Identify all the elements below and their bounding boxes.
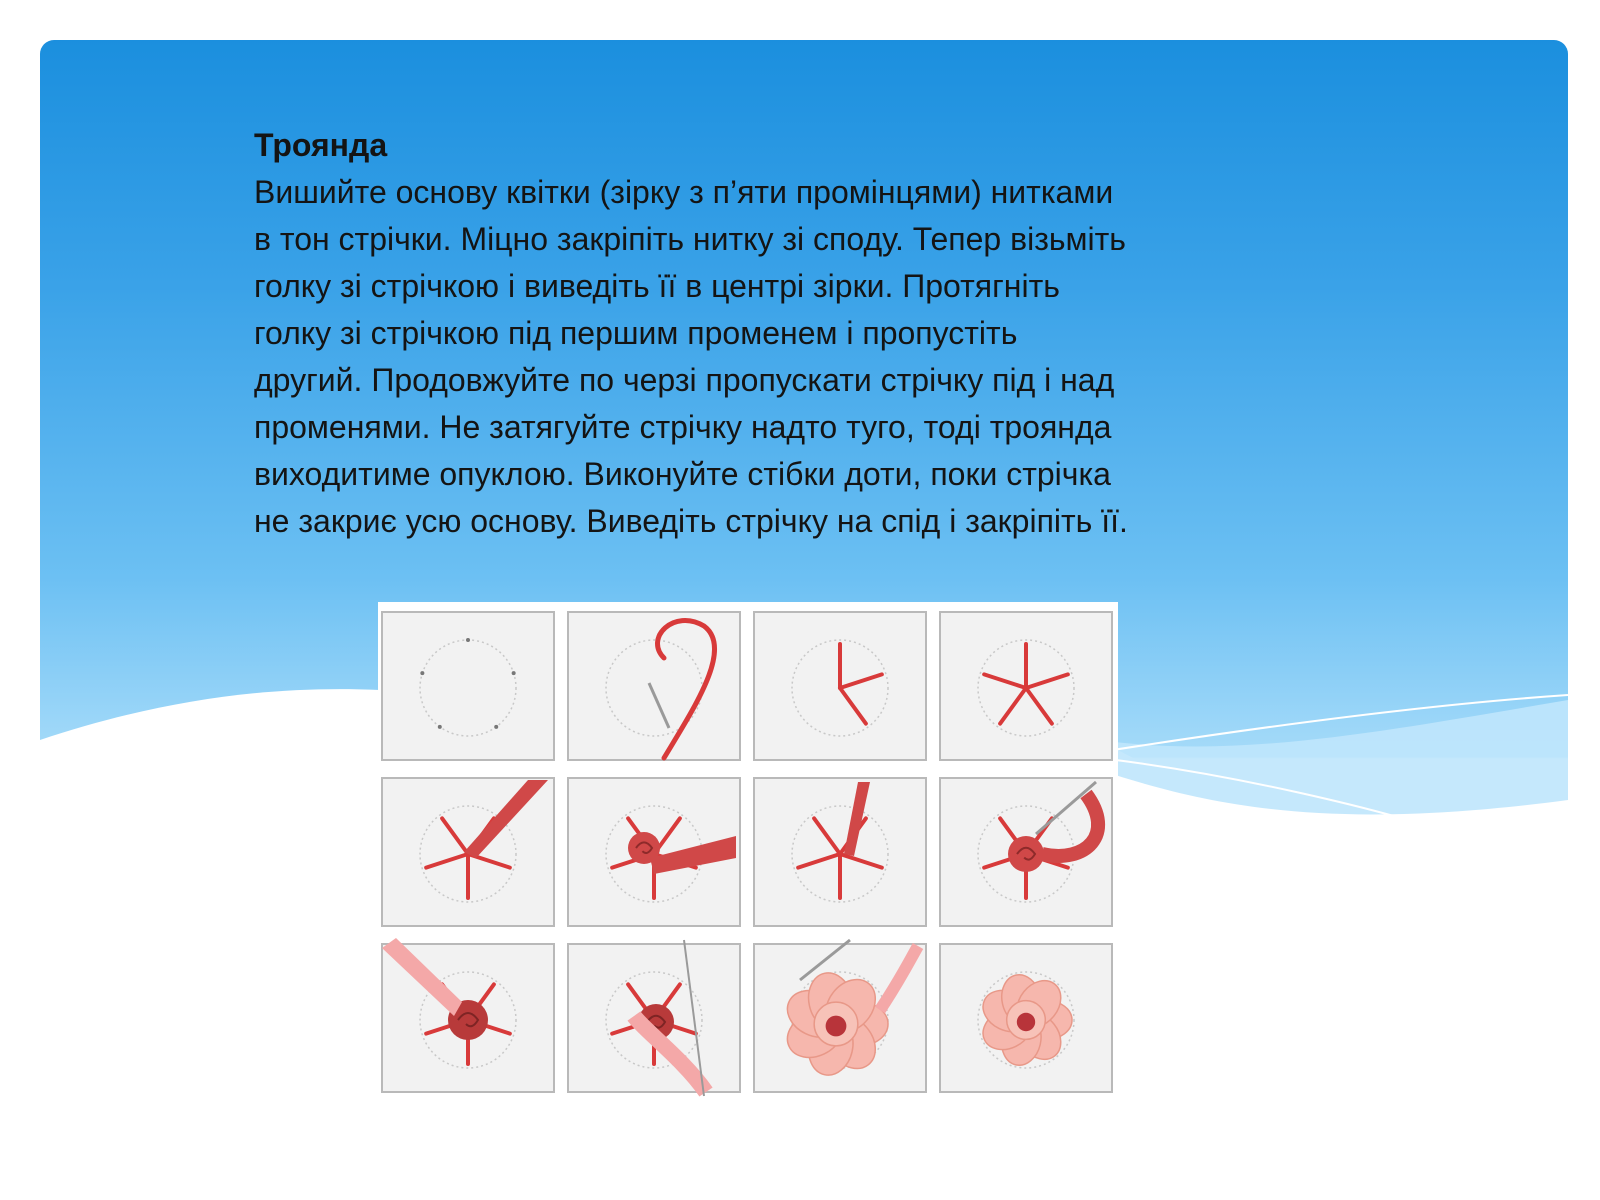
- rose-steps-illustration: [378, 602, 1118, 1102]
- rose-center: [1017, 1013, 1035, 1031]
- step-panel-10: [568, 940, 740, 1096]
- step-panel-7: [754, 778, 926, 926]
- mark-dot: [420, 671, 424, 675]
- panel-frame: [568, 612, 740, 760]
- white-wave-left: [40, 689, 380, 1160]
- ribbon-center: [1008, 836, 1044, 872]
- slide-body-text: Вишийте основу квітки (зірку з п’яти промінцями) нитками в тон стрічки. Міцно закріпіть нитку зі споду. Тепер візьміть голку зі стрічкою і виведіть її в центрі зірки. Протягніть голку зі стрічкою під першим променем і пропустіть другий. Продовжуйте по черзі пропускати стрічку під і над променями. Не затягуйте стрічку надто туго, тоді троянда виходитиме опуклою. Виконуйте стібки доти, поки стрічка не закриє усю основу. Виведіть стрічку на спід і закріпіть її.: [254, 174, 1128, 539]
- mark-dot: [466, 638, 470, 642]
- step-panel-9: [382, 938, 554, 1092]
- step-panel-6: [568, 778, 740, 926]
- mark-dot: [512, 671, 516, 675]
- step-panel-12: [940, 944, 1112, 1092]
- step-panel-1: [382, 612, 554, 760]
- slide: [40, 40, 1568, 1160]
- step-panel-11: [754, 940, 926, 1092]
- step-panel-3: [754, 612, 926, 760]
- rose-center: [826, 1016, 847, 1037]
- step-panel-5: [382, 778, 554, 926]
- mark-dot: [494, 725, 498, 729]
- step-panel-4: [940, 612, 1112, 760]
- step-panel-8: [940, 778, 1112, 926]
- mark-dot: [438, 725, 442, 729]
- slide-title: Троянда: [254, 127, 388, 163]
- panel-frame: [382, 612, 554, 760]
- step-panel-2: [568, 612, 740, 760]
- text-block: [254, 122, 1314, 545]
